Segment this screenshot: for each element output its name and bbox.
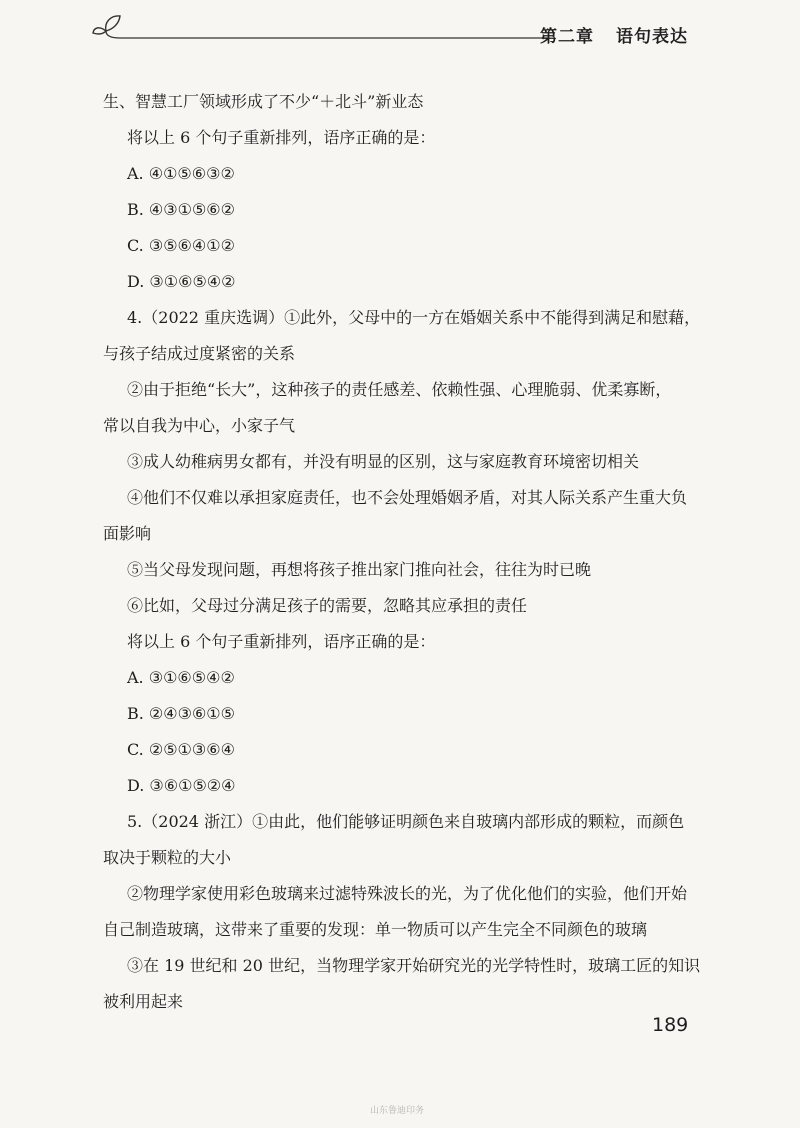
sentence-2: ②由于拒绝“长大”，这种孩子的责任感差、依赖性强、心理脆弱、优柔寡断， bbox=[127, 380, 672, 399]
sentence-3-cont: 被利用起来 bbox=[103, 992, 184, 1011]
question-4-line: 4.（2022 重庆选调）①此外，父母中的一方在婚姻关系中不能得到满足和慰藉， bbox=[127, 308, 701, 327]
printer-mark: 山东鲁迪印务 bbox=[370, 1106, 425, 1116]
page-body bbox=[103, 84, 703, 1020]
option-d: D. ③⑥①⑤②④ bbox=[127, 776, 236, 795]
option-c: C. ②⑤①③⑥④ bbox=[127, 740, 235, 759]
question-prompt: 将以上 6 个句子重新排列，语序正确的是： bbox=[127, 128, 436, 147]
page-header bbox=[0, 0, 800, 60]
option-a: A. ③①⑥⑤④② bbox=[127, 668, 235, 687]
sentence-5: ⑤当父母发现问题，再想将孩子推出家门推向社会，往往为时已晚 bbox=[127, 560, 592, 579]
option-a: A. ④①⑤⑥③② bbox=[127, 164, 235, 183]
sentence-2-cont: 常以自我为中心，小家子气 bbox=[103, 416, 296, 435]
sentence-2: ②物理学家使用彩色玻璃来过滤特殊波长的光，为了优化他们的实验，他们开始 bbox=[127, 884, 688, 903]
option-d: D. ③①⑥⑤④② bbox=[127, 272, 236, 291]
option-c: C. ③⑤⑥④①② bbox=[127, 236, 235, 255]
question-5-line: 5.（2024 浙江）①由此，他们能够证明颜色来自玻璃内部形成的颗粒，而颜色 bbox=[127, 812, 685, 831]
sentence-4-cont: 面影响 bbox=[103, 524, 152, 543]
sentence-2-cont: 自己制造玻璃，这带来了重要的发现：单一物质可以产生完全不同颜色的玻璃 bbox=[103, 920, 648, 939]
option-b: B. ②④③⑥①⑤ bbox=[127, 704, 235, 723]
question-5-line: 取决于颗粒的大小 bbox=[103, 848, 232, 867]
sentence-4: ④他们不仅难以承担家庭责任，也不会处理婚姻矛盾，对其人际关系产生重大负 bbox=[127, 488, 688, 507]
option-b: B. ④③①⑤⑥② bbox=[127, 200, 235, 219]
text-line: 生、智慧工厂领域形成了不少“＋北斗”新业态 bbox=[103, 92, 424, 111]
sentence-3: ③成人幼稚病男女都有，并没有明显的区别，这与家庭教育环境密切相关 bbox=[127, 452, 640, 471]
sentence-3: ③在 19 世纪和 20 世纪，当物理学家开始研究光的光学特性时，玻璃工匠的知识 bbox=[127, 956, 701, 975]
chapter-number: 第二章 bbox=[540, 27, 594, 47]
leaf-icon bbox=[106, 16, 120, 31]
page-number: 189 bbox=[652, 1014, 689, 1036]
sentence-6: ⑥比如，父母过分满足孩子的需要，忽略其应承担的责任 bbox=[127, 596, 528, 615]
question-prompt: 将以上 6 个句子重新排列，语序正确的是： bbox=[127, 632, 436, 651]
question-4-line: 与孩子结成过度紧密的关系 bbox=[103, 344, 296, 363]
leaf-small-icon bbox=[93, 28, 106, 34]
chapter-title: 语句表达 bbox=[616, 27, 688, 47]
chapter-heading bbox=[540, 22, 688, 47]
